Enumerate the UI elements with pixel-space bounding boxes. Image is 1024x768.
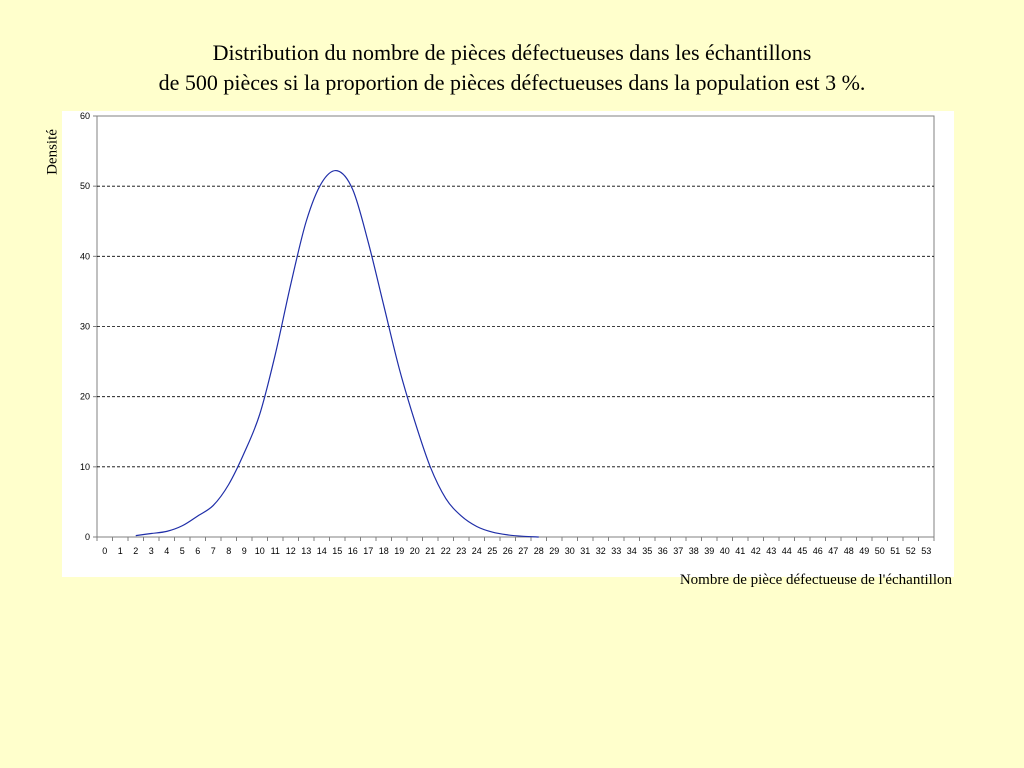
x-tick-label-16: 16 — [347, 546, 358, 556]
x-tick-label-36: 36 — [657, 546, 668, 556]
x-tick-label-46: 46 — [812, 546, 823, 556]
plot-area — [62, 111, 954, 577]
x-tick-label-49: 49 — [859, 546, 870, 556]
y-tick-label-10: 10 — [79, 461, 90, 472]
x-tick-label-22: 22 — [440, 546, 451, 556]
x-tick-label-34: 34 — [626, 546, 637, 556]
y-tick-label-50: 50 — [79, 181, 90, 192]
chart-title-line-2: de 500 pièces si la proportion de pièces défectueuses dans la population est 3 %. — [158, 70, 866, 95]
x-tick-label-31: 31 — [580, 546, 591, 556]
y-tick-label-20: 20 — [79, 391, 90, 402]
x-tick-label-44: 44 — [781, 546, 792, 556]
y-tick-label-60: 60 — [79, 111, 90, 121]
x-tick-label-11: 11 — [270, 546, 280, 556]
x-tick-label-18: 18 — [378, 546, 389, 556]
x-tick-label-53: 53 — [921, 546, 932, 556]
x-tick-label-38: 38 — [688, 546, 699, 556]
x-tick-label-17: 17 — [363, 546, 374, 556]
x-tick-label-6: 6 — [195, 546, 201, 556]
y-axis-label-text: Densité — [44, 129, 61, 175]
x-tick-label-39: 39 — [704, 546, 715, 556]
x-tick-label-37: 37 — [673, 546, 684, 556]
x-tick-label-51: 51 — [890, 546, 901, 556]
x-tick-label-5: 5 — [179, 546, 185, 556]
x-tick-label-29: 29 — [549, 546, 560, 556]
x-tick-label-20: 20 — [409, 546, 420, 556]
x-tick-label-14: 14 — [316, 546, 327, 556]
x-tick-label-23: 23 — [456, 546, 467, 556]
x-tick-label-35: 35 — [642, 546, 653, 556]
x-tick-label-42: 42 — [750, 546, 761, 556]
x-tick-label-21: 21 — [425, 546, 436, 556]
x-tick-label-0: 0 — [102, 546, 108, 556]
x-tick-label-28: 28 — [533, 546, 544, 556]
chart-title — [0, 38, 1024, 98]
x-tick-label-1: 1 — [117, 546, 123, 556]
x-tick-label-43: 43 — [766, 546, 777, 556]
x-tick-label-32: 32 — [595, 546, 606, 556]
x-tick-label-47: 47 — [828, 546, 839, 556]
x-tick-label-12: 12 — [285, 546, 296, 556]
x-tick-label-13: 13 — [301, 546, 312, 556]
y-tick-label-40: 40 — [79, 251, 90, 262]
x-tick-label-52: 52 — [905, 546, 916, 556]
x-axis-label: Nombre de pièce défectueuse de l'échantillon — [679, 572, 952, 588]
x-tick-label-24: 24 — [471, 546, 482, 556]
series-line-0 — [136, 171, 539, 537]
x-tick-label-50: 50 — [874, 546, 885, 556]
x-tick-label-10: 10 — [254, 546, 265, 556]
x-tick-label-27: 27 — [518, 546, 529, 556]
x-tick-label-3: 3 — [148, 546, 154, 556]
x-tick-label-48: 48 — [843, 546, 854, 556]
chart-title-line-1: Distribution du nombre de pièces défectueuses dans les échantillons — [212, 40, 812, 65]
x-tick-label-41: 41 — [735, 546, 746, 556]
x-tick-label-19: 19 — [394, 546, 405, 556]
chart-svg — [62, 111, 954, 577]
x-tick-label-15: 15 — [332, 546, 343, 556]
x-tick-label-26: 26 — [502, 546, 513, 556]
x-tick-label-25: 25 — [487, 546, 498, 556]
y-tick-label-0: 0 — [84, 532, 90, 542]
x-tick-label-4: 4 — [164, 546, 170, 556]
x-tick-label-8: 8 — [226, 546, 232, 556]
x-tick-label-2: 2 — [133, 546, 139, 556]
x-tick-label-33: 33 — [611, 546, 622, 556]
x-tick-label-7: 7 — [210, 546, 216, 556]
y-tick-label-30: 30 — [79, 321, 90, 332]
x-tick-label-9: 9 — [241, 546, 247, 556]
x-tick-label-30: 30 — [564, 546, 575, 556]
x-tick-label-45: 45 — [797, 546, 808, 556]
x-tick-label-40: 40 — [719, 546, 730, 556]
